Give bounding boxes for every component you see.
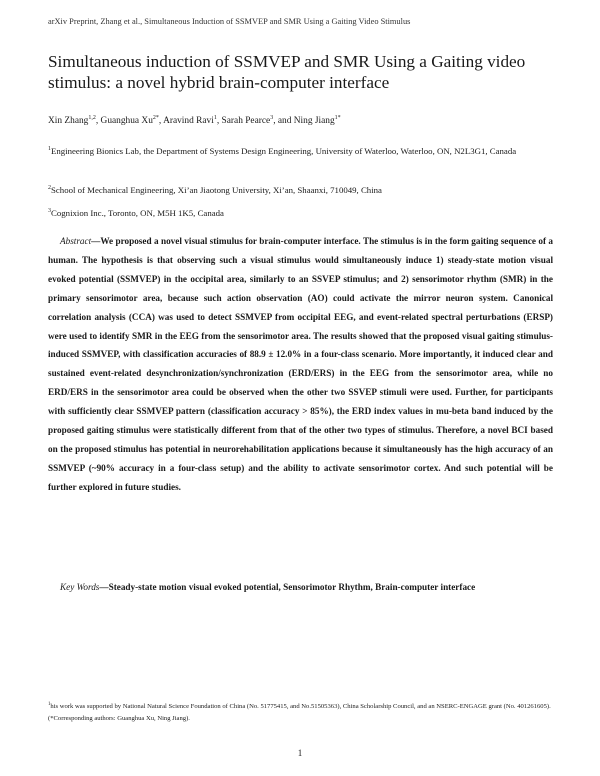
affiliation-1 <box>48 144 553 160</box>
affiliation-mark: 2 <box>48 185 51 192</box>
affiliation-text: School of Mechanical Engineering, Xi’an Jiaotong University, Xi’an, Shaanxi, 710049, China <box>51 185 382 195</box>
author-separator: , and <box>273 116 294 126</box>
author: Sarah Pearce <box>221 116 271 126</box>
abstract-dash: — <box>91 236 101 246</box>
affiliation-mark: 1 <box>48 146 51 153</box>
affiliation-mark: 3 <box>48 208 51 215</box>
author-affiliation-mark: 2* <box>152 114 159 121</box>
author-affiliation-mark: 1 <box>213 114 217 121</box>
running-head: arXiv Preprint, Zhang et al., Simultaneous Induction of SSMVEP and SMR Using a Gaiting Video Stimulus <box>48 17 411 26</box>
affiliation-2 <box>48 183 382 199</box>
keywords-dash: — <box>99 582 109 592</box>
keywords-label: Key Words <box>60 582 100 592</box>
footnote-text: his work was supported by National Natural Science Foundation of China (No. 51775415, and No.51505363), China Scholarship Council, and an NSERC-ENGAGE grant (No. 401261605). (*Corresponding authors: Guanghua Xu, Ning Jiang). <box>48 703 551 722</box>
author-affiliation-mark: 1* <box>334 114 341 121</box>
keywords <box>48 580 553 595</box>
author-affiliation-mark: 1,2 <box>88 114 96 121</box>
author-separator: , <box>216 116 222 126</box>
affiliation-text: Engineering Bionics Lab, the Department of Systems Design Engineering, University of Waterloo, Waterloo, ON, N2L3G1, Canada <box>51 146 517 156</box>
affiliation-3 <box>48 206 224 222</box>
abstract-text: We proposed a novel visual stimulus for brain-computer interface. The stimulus is in the form gaiting sequence of a human. The hypothesis is that observing such a visual stimulus would simultaneously induce 1) steady-state motion visual evoked potential (SSMVEP) in the occipital area, similarly to an SSVEP stimulus; and 2) sensorimotor rhythm (SMR) in the primary sensorimotor area, because such action observation (AO) could activate the mirror neuron system. Canonical correlation analysis (CCA) was used to detect SSMVEP from occipital EEG, and event-related spectral perturbations (ERSP) were used to identify SMR in the EEG from the sensorimotor area. The results showed that the proposed visual gaiting stimulus-induced SSMVEP, with classification accuracies of 88.9 ± 12.0% in a four-class scenario. More importantly, it induced clear and sustained event-related desynchronization/synchronization (ERD/ERS) in the EEG from the sensorimotor area, while no ERD/ERS in the sensorimotor area could be observed when the other two SSVEP stimuli were used. Further, for participants with sufficiently clear SSMVEP pattern (classification accuracy > 85%), the ERD index values in mu-beta band induced by the proposed gaiting stimulus were statistically different from that of the other two types of stimulus. Therefore, a novel BCI based on the proposed stimulus has potential in neurorehabilitation applications because it simultaneously has the high accuracy of an SSMVEP (~90% accuracy in a four-class setup) and the ability to activate sensorimotor cortex. And such potential will be further explored in future studies. <box>48 236 553 492</box>
author: Aravind Ravi <box>163 116 214 126</box>
author: Ning Jiang <box>293 116 335 126</box>
author-separator: , <box>95 116 101 126</box>
author-separator: , <box>158 116 164 126</box>
affiliation-text: Cognixion Inc., Toronto, ON, M5H 1K5, Canada <box>51 208 224 218</box>
keywords-text: Steady-state motion visual evoked potential, Sensorimotor Rhythm, Brain-computer interface <box>108 582 476 592</box>
author: Xin Zhang <box>48 116 89 126</box>
author-affiliation-mark: 3 <box>270 114 274 121</box>
abstract-label: Abstract <box>60 236 92 246</box>
paper-title: Simultaneous induction of SSMVEP and SMR Using a Gaiting video stimulus: a novel hybrid brain-computer interface <box>48 52 526 92</box>
abstract <box>48 232 553 497</box>
author: Guanghua Xu <box>100 116 153 126</box>
author-list <box>48 116 341 126</box>
page-number: 1 <box>297 748 303 758</box>
funding-footnote <box>48 701 553 724</box>
footnote-mark: 1 <box>48 701 51 707</box>
